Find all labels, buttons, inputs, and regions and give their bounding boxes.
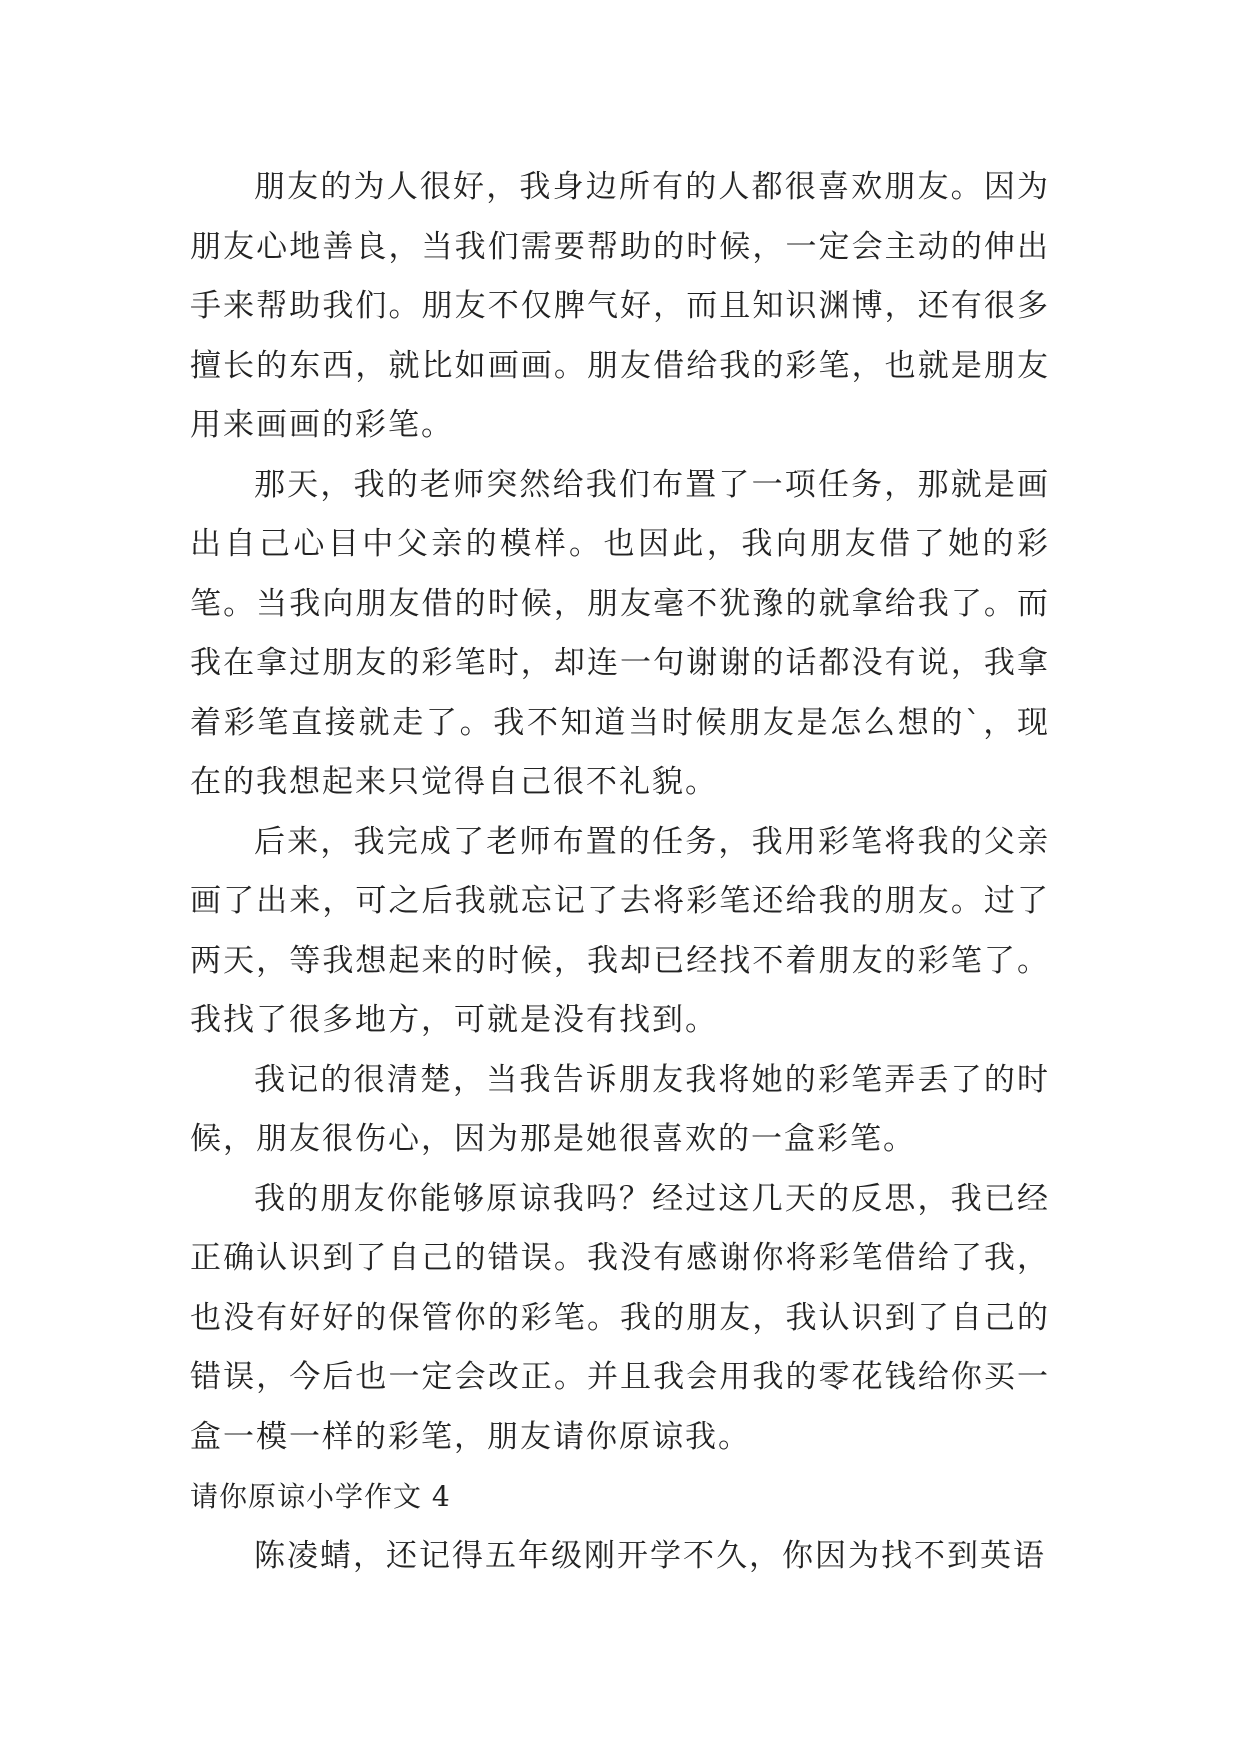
paragraph-5: 我的朋友你能够原谅我吗？经过这几天的反思，我已经正确认识到了自己的错误。我没有感谢你将彩笔借给了我，也没有好好的保管你的彩笔。我的朋友，我认识到了自己的错误，今后也一定会改正。并且我会用我的零花钱给你买一盒一模一样的彩笔，朋友请你原谅我。 xyxy=(190,1180,1050,1455)
paragraph-4: 我记的很清楚，当我告诉朋友我将她的彩笔弄丢了的时候，朋友很伤心，因为那是她很喜欢的一盒彩笔。 xyxy=(190,1061,1050,1157)
paragraph-3: 后来，我完成了老师布置的任务，我用彩笔将我的父亲画了出来，可之后我就忘记了去将彩笔还给我的朋友。过了两天，等我想起来的时候，我却已经找不着朋友的彩笔了。我找了很多地方，可就是没有找到。 xyxy=(190,823,1050,1038)
paragraph-6: 陈凌蜻，还记得五年级刚开学不久，你因为找不到英语 xyxy=(254,1537,1046,1574)
document-body xyxy=(190,158,1050,1586)
paragraph-2: 那天，我的老师突然给我们布置了一项任务，那就是画出自己心目中父亲的模样。也因此，我向朋友借了她的彩笔。当我向朋友借的时候，朋友毫不犹豫的就拿给我了。而我在拿过朋友的彩笔时，却连一句谢谢的话都没有说，我拿着彩笔直接就走了。我不知道当时候朋友是怎么想的`，现在的我想起来只觉得自己很不礼貌。 xyxy=(190,466,1050,800)
section-heading: 请你原谅小学作文 4 xyxy=(190,1480,451,1513)
paragraph-1: 朋友的为人很好，我身边所有的人都很喜欢朋友。因为朋友心地善良，当我们需要帮助的时候，一定会主动的伸出手来帮助我们。朋友不仅脾气好，而且知识渊博，还有很多擅长的东西，就比如画画。朋友借给我的彩笔，也就是朋友用来画画的彩笔。 xyxy=(190,169,1050,443)
